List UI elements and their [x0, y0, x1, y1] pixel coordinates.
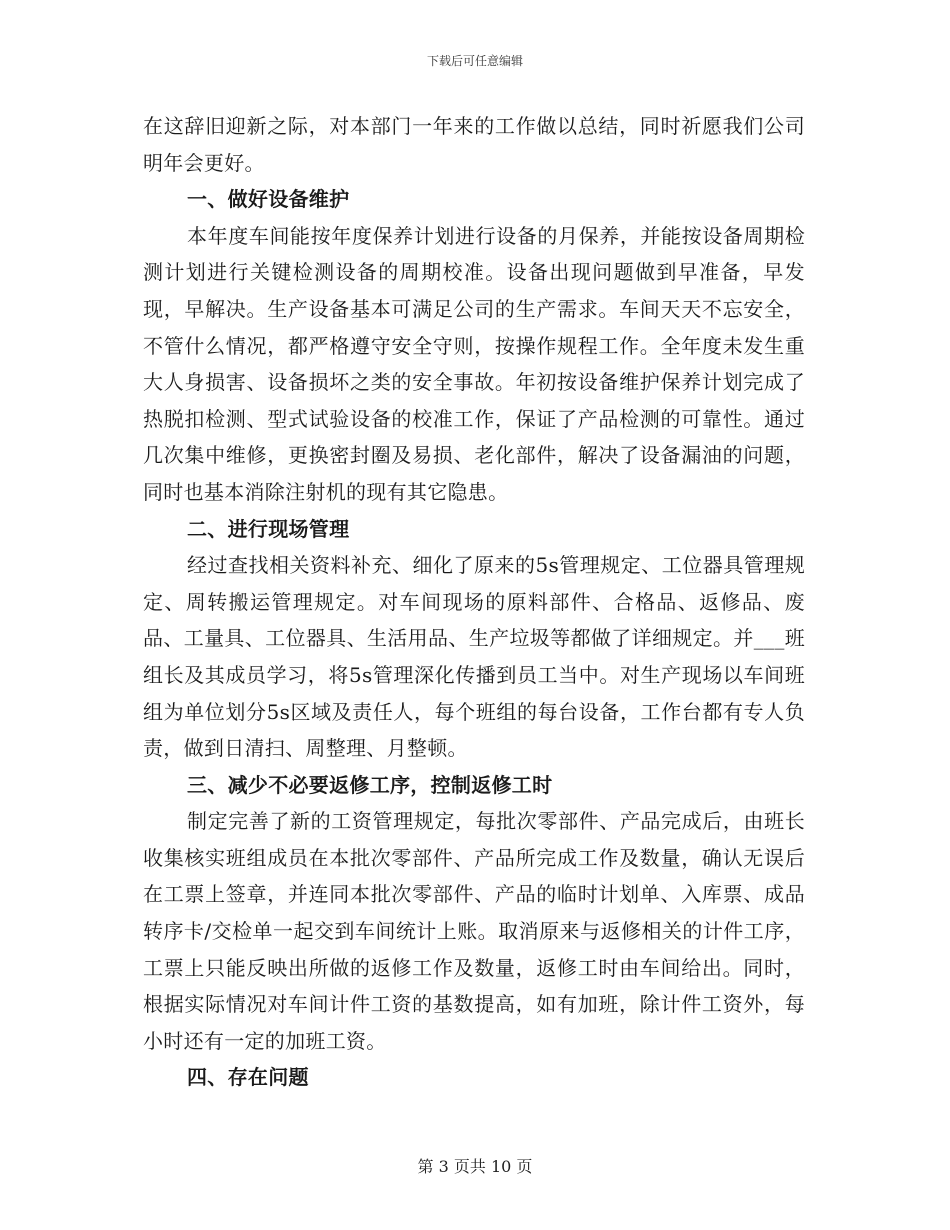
section-heading-site-management: 二、进行现场管理: [187, 516, 350, 541]
section-body-site-management: 经过查找相关资料补充、细化了原来的5s管理规定、工位器具管理规定、周转搬运管理规定。对车间现场的原料部件、合格品、返修品、废品、工量具、工位器具、生活用品、生产垃圾等都做了详细规定。并___班组长及其成员学习，将5s管理深化传播到员工当中。对生产现场以车间班组为单位划分5s区域及责任人，每个班组的每台设备，工作台都有专人负责，做到日清扫、周整理、月整顿。: [143, 553, 805, 761]
document-body: [143, 108, 805, 1096]
page-number-footer: 第 3 页共 10 页: [417, 1157, 533, 1176]
section-heading-rework: 三、减少不必要返修工序，控制返修工时: [187, 772, 553, 797]
intro-paragraph: 在这辞旧迎新之际，对本部门一年来的工作做以总结，同时祈愿我们公司明年会更好。: [143, 114, 805, 175]
section-heading-problems: 四、存在问题: [187, 1065, 309, 1090]
section-body-equipment: 本年度车间能按年度保养计划进行设备的月保养，并能按设备周期检测计划进行关键检测设备的周期校准。设备出现问题做到早准备，早发现，早解决。生产设备基本可满足公司的生产需求。车间天天不忘安全，不管什么情况，都严格遵守安全守则，按操作规程工作。全年度未发生重大人身损害、设备损坏之类的安全事故。年初按设备维护保养计划完成了热脱扣检测、型式试验设备的校准工作，保证了产品检测的可靠性。通过几次集中维修，更换密封圈及易损、老化部件，解决了设备漏油的问题，同时也基本消除注射机的现有其它隐患。: [143, 223, 805, 504]
section-heading-equipment: 一、做好设备维护: [187, 187, 350, 212]
section-body-rework: 制定完善了新的工资管理规定，每批次零部件、产品完成后，由班长收集核实班组成员在本批次零部件、产品所完成工作及数量，确认无误后在工票上签章，并连同本批次零部件、产品的临时计划单、入库票、成品转序卡/交检单一起交到车间统计上账。取消原来与返修相关的计件工序，工票上只能反映出所做的返修工作及数量，返修工时由车间给出。同时，根据实际情况对车间计件工资的基数提高，如有加班，除计件工资外，每小时还有一定的加班工资。: [143, 809, 805, 1053]
page-header: 下载后可任意编辑: [426, 54, 523, 68]
